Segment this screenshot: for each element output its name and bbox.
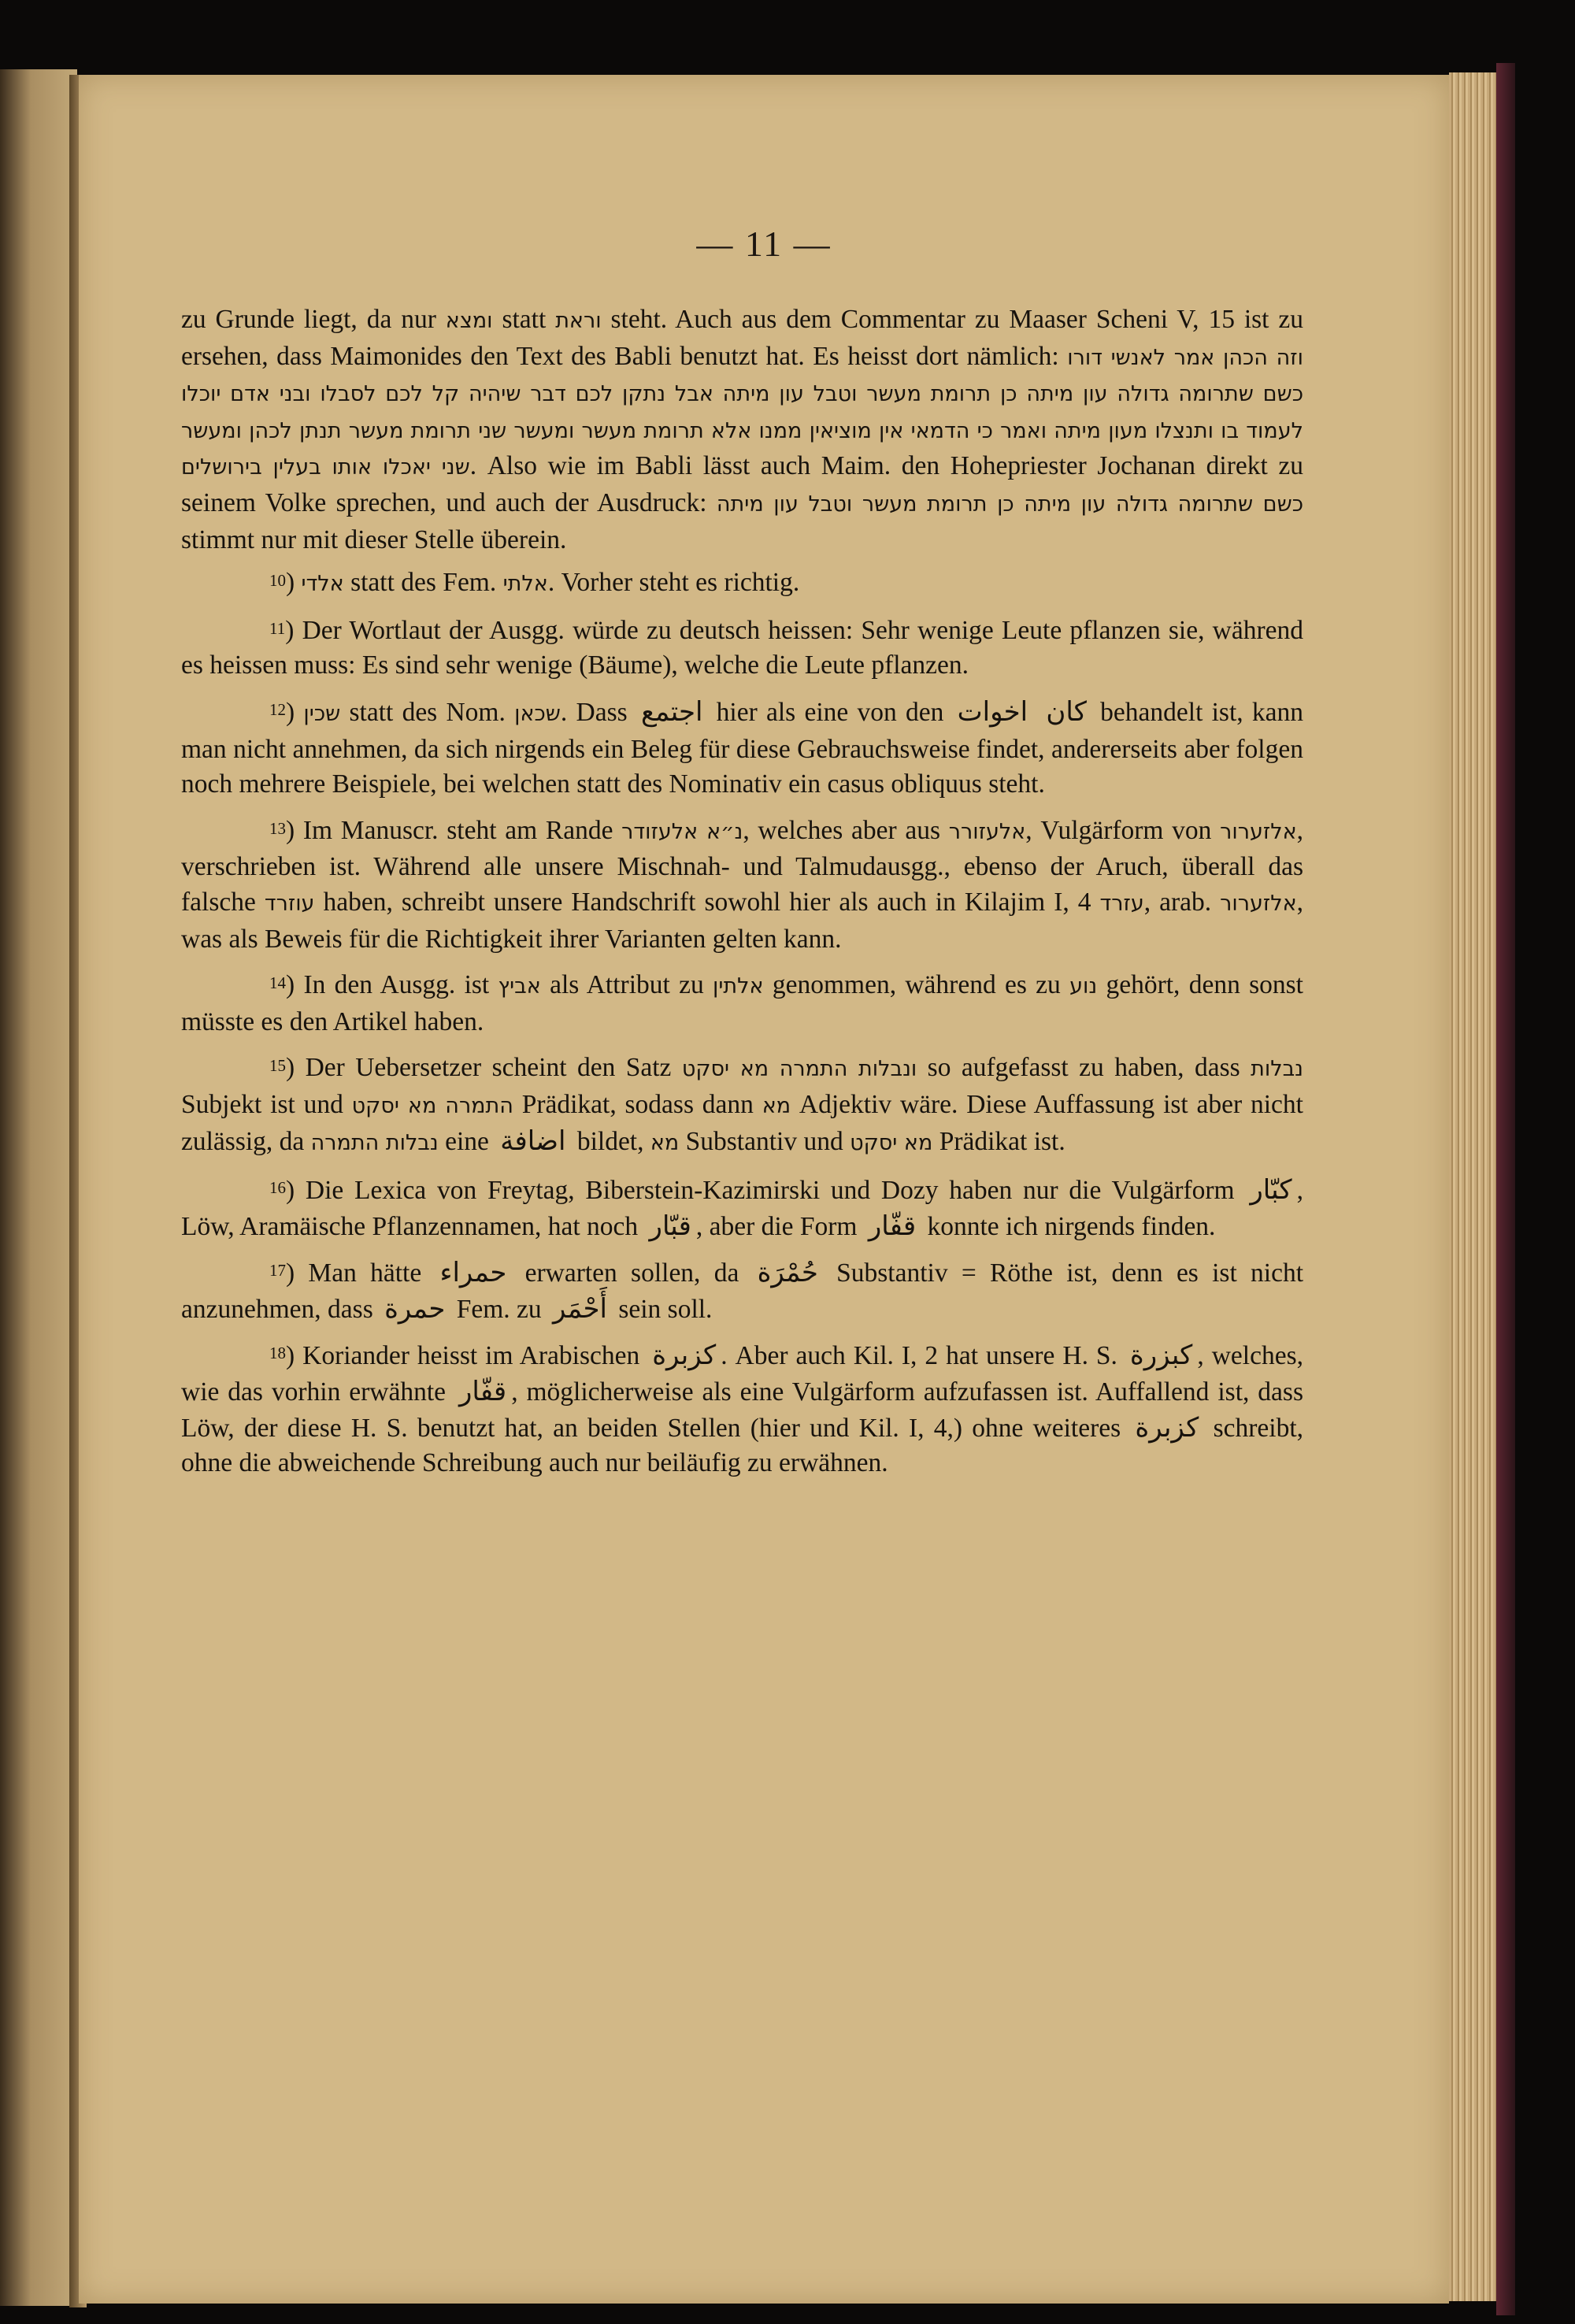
page-number: — 11 — <box>696 224 832 264</box>
text-run: In den Ausgg. ist <box>295 970 498 1000</box>
text-run: , Vulgärform von <box>1025 815 1221 845</box>
arabic-term: كبزرة <box>1129 1340 1193 1372</box>
footnote-number: 15 <box>269 1056 286 1076</box>
footnote-11: $^{11}$) Der Wortlaut der Ausgg. würde zu deutsch heissen: Sehr wenige Leute pflanzen sie, während es heissen muss: Es sind sehr wenige (Bäume), welche die Leute pflanzen. <box>181 615 1303 680</box>
text-run: . Dass <box>560 697 636 727</box>
hebrew-quotation: כשם שתרומה גדולה עון מיתה כן תרומת מעשר וטבל עון מיתה <box>716 491 1303 517</box>
text-run: Subjekt ist und <box>181 1089 352 1119</box>
hebrew-term: אלעזורר <box>948 819 1026 844</box>
text-run: sein soll. <box>611 1294 713 1324</box>
hebrew-term: אלזערור <box>1220 819 1297 844</box>
text-run: , arab. <box>1143 887 1221 917</box>
hebrew-term: שכאן <box>514 701 561 726</box>
text-run: , was als Beweis für die Richtigkeit ihrer Varianten gelten kann. <box>181 887 1303 954</box>
text-run: , verschrieben ist. Während alle unsere Mischnah- und Talmudausgg., ebenso der Aruch, überall das falsche <box>181 815 1303 917</box>
arabic-term: كزبرة <box>1135 1411 1199 1444</box>
hebrew-term: מא <box>650 1131 680 1156</box>
text-run: behandelt ist, kann man nicht annehmen, da sich nirgends ein Beleg für diese Gebrauchsweise findet, andererseits aber folgen noch mehrere Beispiele, bei welchen statt des Nominativ ein casus obliquus steht. <box>181 697 1304 799</box>
text-run: Im Manuscr. steht am Rande <box>295 815 622 845</box>
page-text <box>181 302 1303 1492</box>
text-run: haben, schreibt unsere Handschrift sowohl hier als auch in Kilajim I, 4 <box>314 887 1100 917</box>
text-run: eine <box>438 1127 496 1157</box>
footnote-number: 10 <box>269 571 286 591</box>
text-run: konnte ich nirgends finden. <box>921 1211 1216 1241</box>
text-run: genommen, während es zu <box>763 970 1070 1000</box>
arabic-term: حُمْرَة <box>757 1257 818 1289</box>
text-run: Substantiv = Röthe ist, denn es ist nicht anzunehmen, dass <box>181 1258 1304 1324</box>
arabic-term: اجتمع <box>640 695 703 728</box>
text-run: statt des Nom. <box>340 697 515 727</box>
footnote-number: 12 <box>269 699 286 719</box>
arabic-term: أَحْمَر <box>553 1292 607 1325</box>
hebrew-term: אביץ <box>498 974 541 999</box>
arabic-term: قبّار <box>649 1210 691 1242</box>
arabic-term: حمرة <box>384 1292 446 1325</box>
hebrew-term: נ״א אלעזודר <box>621 819 743 844</box>
hebrew-term: שכין <box>303 701 341 726</box>
hebrew-term: ומצא <box>445 309 493 333</box>
text-run: steht. Auch aus dem Commentar zu Maaser Scheni V, 15 ist zu ersehen, dass Maimonides den Text des Babli benutzt hat. Es heisst dort nämlich: <box>181 305 1304 371</box>
text-run: Prädikat, sodass dann <box>513 1089 762 1119</box>
hebrew-term: עוזרד <box>264 891 315 916</box>
text-run: , welches, wie das vorhin erwähnte <box>181 1341 1303 1407</box>
text-run: Der Uebersetzer scheint den Satz <box>295 1053 682 1083</box>
text-run: stimmt nur mit dieser Stelle überein. <box>181 524 567 554</box>
hebrew-term: וראת <box>555 309 602 333</box>
footnote-number: 11 <box>269 618 286 638</box>
text-run: erwarten sollen, da <box>511 1258 753 1288</box>
footnote-number: 18 <box>269 1344 286 1363</box>
text-run: schreibt, ohne die abweichende Schreibung auch nur beiläufig zu erwähnen. <box>181 1413 1304 1478</box>
arabic-term: قفّار <box>458 1376 507 1408</box>
footnote-18: $^{18}$) Koriander heisst im Arabischen كزبرة . Aber auch Kil. I, 2 hat unsere H. S. كبزرة , welches, wie das vorhin erwähnte قفّار , möglicherweise als eine Vulgärform aufzufassen ist. Auffallend ist, dass Löw, der diese H. S. benutzt hat, an beiden Stellen (hier und Kil. I, 4,) ohne weiteres كزبرة schreibt, ohne die abweichende Schreibung auch nur beiläufig zu erwähnen. <box>181 1340 1304 1478</box>
text-run: so aufgefasst zu haben, dass <box>917 1053 1251 1083</box>
hebrew-term: עזרד <box>1099 891 1144 916</box>
text-run: Fem. zu <box>450 1294 549 1324</box>
text-run: als Attribut zu <box>540 970 713 1000</box>
footnote-number: 13 <box>269 818 286 838</box>
text-run: Koriander heisst im Arabischen <box>295 1341 648 1371</box>
footnote-17: $^{17}$) Man hätte حمراء erwarten sollen, da حُمْرَة Substantiv = Röthe ist, denn es ist nicht anzunehmen, dass حمرة Fem. zu أَحْمَر sein soll. <box>181 1257 1304 1325</box>
hebrew-term: אלדי <box>301 572 344 597</box>
arabic-term: كان <box>1046 695 1087 728</box>
footnote-number: 14 <box>269 973 286 993</box>
text-run: Der Wortlaut der Ausgg. würde zu deutsch heissen: Sehr wenige Leute pflanzen sie, während es heissen muss: Es sind sehr wenige (Bäume), welche die Leute pflanzen. <box>181 615 1303 680</box>
continuation-paragraph <box>181 302 1303 558</box>
hebrew-term: ונבלות התמרה מא יסקט <box>681 1057 917 1082</box>
arabic-term: قفّار <box>868 1210 917 1242</box>
text-run: Die Lexica von Freytag, Biberstein-Kazimirski und Dozy haben nur die Vulgärform <box>295 1176 1246 1206</box>
hebrew-term: אלתין <box>713 974 764 999</box>
text-run: , welches aber aus <box>743 815 949 845</box>
hebrew-term: אלזערור <box>1220 891 1297 916</box>
footnote-13: $^{13}$) Im Manuscr. steht am Rande נ״א אלעזודר, welches aber aus אלעזורר, Vulgärform von אלזערור, verschrieben ist. Während alle unsere Mischnah- und Talmudausgg., ebenso der Aruch, überall das falsche עוזרד haben, schreibt unsere Handschrift sowohl hier als auch in Kilajim I, 4 עזרד, arab. אלזערור, was als Beweis für die Richtigkeit ihrer Varianten gelten kann. <box>181 815 1303 954</box>
text-run: gehört, denn sonst müsste es den Artikel haben. <box>181 970 1303 1036</box>
text-run: Adjektiv wäre. Diese Auffassung ist aber nicht zulässig, da <box>181 1089 1303 1157</box>
left-page-edge <box>0 69 77 2306</box>
footnote-12: $^{12}$) שכין statt des Nom. שכאן. Dass اجتمع hier als eine von den اخوات كان behandelt ist, kann man nicht annehmen, da sich nirgends ein Beleg für diese Gebrauchsweise findet, andererseits aber folgen noch mehrere Beispiele, bei welchen statt des Nominativ ein casus obliquus steht. <box>181 695 1304 799</box>
footnote-14: $^{14}$) In den Ausgg. ist אביץ als Attribut zu אלתין genommen, während es zu נוע gehört, denn sonst müsste es den Artikel haben. <box>181 970 1303 1036</box>
footnote-16: $^{16}$) Die Lexica von Freytag, Biberstein-Kazimirski und Dozy haben nur die Vulgärform كبّار , Löw, Aramäische Pflanzennamen, hat noch قبّار , aber die Form قفّار konnte ich nirgends finden. <box>181 1174 1303 1242</box>
hebrew-quotation: וזה הכהן אמר לאנשי דורו כשם שתרומה גדולה עון מיתה כן תרומת מעשר וטבל עון מיתה אבל נתקן לכם דבר שיהיה קל לכם לסבלו ובני אדם יוכלו לעמוד בו ותנצלו מעון מיתה ואמר כי הדמאי אין מוציאין ממנו אלא תרומת מעשר ומעשר שני תרומת מעשר תנתן לכהן ומעשר שני יאכלו אותו בעלין בירושלים <box>181 345 1303 480</box>
page-stack-edge <box>1449 72 1496 2301</box>
hebrew-term: מא יסקט <box>850 1131 933 1156</box>
hebrew-term: אלתי <box>502 572 548 597</box>
text-run: hier als eine von den <box>707 697 953 727</box>
arabic-term: كزبرة <box>652 1340 717 1372</box>
hebrew-term: מא <box>762 1093 791 1118</box>
text-run: . Vorher steht es richtig. <box>547 568 800 598</box>
text-run: , aber die Form <box>695 1211 864 1241</box>
text-run: Prädikat ist. <box>932 1127 1065 1157</box>
arabic-term: كبّار <box>1250 1174 1292 1206</box>
text-run: . Also wie im Babli lässt auch Maim. den Hohepriester Jochanan direkt zu seinem Volke sprechen, und auch der Ausdruck: <box>181 451 1303 517</box>
text-run: , möglicherweise als eine Vulgärform aufzufassen ist. Auffallend ist, dass Löw, der diese H. S. benutzt hat, an beiden Stellen (hier und Kil. I, 4,) ohne weiteres <box>181 1377 1303 1443</box>
text-run: , Löw, Aramäische Pflanzennamen, hat noch <box>181 1176 1303 1241</box>
book-cover-edge <box>1496 63 1515 2315</box>
footnote-10: $^{10}$) אלדי statt des Fem. אלתי. Vorher steht es richtig. <box>269 568 800 598</box>
text-run: statt <box>492 305 556 334</box>
text-run: Substantiv und <box>679 1127 850 1157</box>
arabic-term: اخوات <box>957 695 1028 728</box>
text-run: bildet, <box>570 1127 650 1157</box>
hebrew-term: נבלות <box>1251 1057 1303 1082</box>
text-run: . Aber auch Kil. I, 2 hat unsere H. S. <box>721 1341 1125 1371</box>
text-run: statt des Fem. <box>343 568 503 598</box>
text-run: zu Grunde liegt, da nur <box>181 305 446 334</box>
arabic-term: حمراء <box>439 1257 507 1289</box>
hebrew-term: נוע <box>1069 974 1098 999</box>
footnote-15: $^{15}$) Der Uebersetzer scheint den Satz ונבלות התמרה מא יסקט so aufgefasst zu haben, dass נבלות Subjekt ist und התמרה מא יסקט Prädikat, sodass dann מא Adjektiv wäre. Diese Auffassung ist aber nicht zulässig, da נבלות התמרה eine اضافة bildet, מא Substantiv und מא יסקט Prädikat ist. <box>181 1053 1303 1158</box>
hebrew-term: התמרה מא יסקט <box>351 1093 513 1118</box>
text-run: Man hätte <box>295 1258 435 1288</box>
footnote-number: 16 <box>269 1178 286 1198</box>
arabic-term: اضافة <box>500 1125 566 1158</box>
hebrew-term: נבלות התמרה <box>310 1131 439 1156</box>
footnote-number: 17 <box>269 1261 286 1281</box>
